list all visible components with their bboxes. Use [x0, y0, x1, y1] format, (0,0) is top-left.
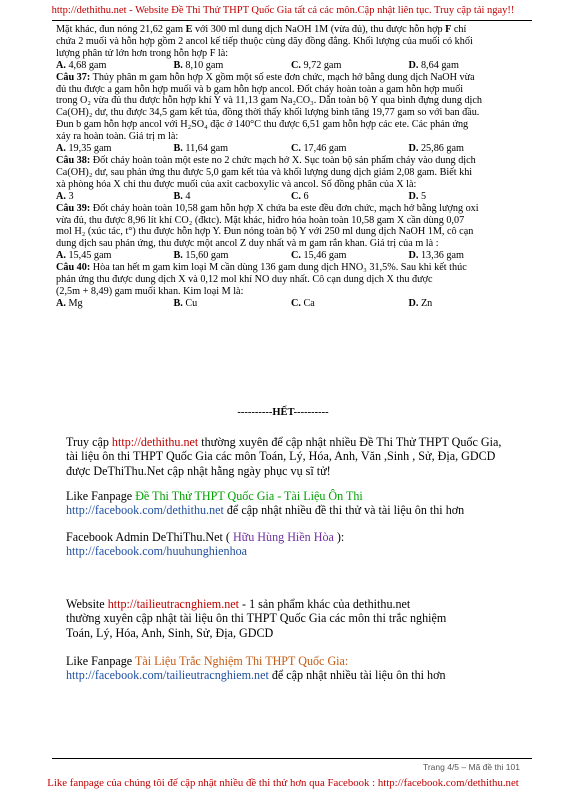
q37-line: Câu 37: Thủy phân m gam hỗn hợp X gồm một số este đơn chức, mạch hở bằng dung dịch NaOH vừa	[56, 71, 475, 83]
q39-options	[56, 250, 526, 262]
question-label: Câu 39:	[56, 202, 91, 214]
option-c[interactable]: C. Ca	[291, 297, 315, 309]
option-b[interactable]: B. Cu	[173, 297, 198, 309]
q36-line: lượng phân tử lớn hơn trong hỗn hợp F là:	[56, 47, 229, 59]
promo-fanpage: Like Fanpage Đề Thi Thử THPT Quốc Gia - Tài Liệu Ôn Thi http://facebook.com/dethithu.net để cập nhật nhiều đề thi thử và tài liệu ôn thi hơn	[66, 489, 465, 518]
q40-line: phản ứng thu được dung dịch X và 0,12 mol khí NO duy nhất. Cô cạn dung dịch X thu được	[56, 274, 433, 286]
var-f: F	[445, 24, 452, 35]
q38-options	[56, 191, 526, 203]
footer-rule	[52, 758, 532, 759]
option-a[interactable]: A. 4,68 gam	[56, 59, 107, 71]
page-header-link[interactable]: http://dethithu.net - Website Đề Thi Thử THPT Quốc Gia tất cả các môn.Cập nhật liên tục. Truy cập tải ngay!!	[51, 5, 515, 16]
q38-line: xà phòng hóa X chỉ thu được muối của axit cacboxylic và ancol. Số đồng phân của X là:	[56, 178, 417, 190]
page-number: Trang 4/5 – Mã đề thi 101	[422, 762, 520, 772]
q39-line: mol H₂ (xúc tác, t°) thu được hỗn hợp Y. Đun nóng toàn bộ Y với 250 ml dung dịch NaOH 1M, cô cạn	[56, 226, 474, 238]
q36-options	[56, 60, 526, 72]
text: với 300 ml dung dịch NaOH 1M (vừa đủ), thu được hỗn hợp	[192, 24, 446, 35]
option-a[interactable]: A. 19,35 gam	[56, 143, 112, 155]
option-b[interactable]: B. 15,60 gam	[173, 250, 229, 262]
option-d[interactable]: D. 25,86 gam	[408, 143, 464, 155]
option-a[interactable]: A. 3	[56, 190, 74, 202]
end-marker: ----------HẾT----------	[237, 407, 329, 418]
admin-name[interactable]: Hữu Hùng Hiền Hòa	[232, 530, 334, 544]
q39-line: Câu 39: Đốt cháy hoàn toàn 10,58 gam hỗn hợp X chứa ba este đều đơn chức, mạch hở bằng lượng oxi	[56, 202, 479, 214]
question-label: Câu 37:	[56, 71, 91, 83]
option-c[interactable]: C. 6	[291, 190, 309, 202]
admin-link[interactable]: http://facebook.com/huuhunghienhoa	[66, 544, 248, 559]
option-a[interactable]: A. Mg	[56, 297, 83, 309]
text: Mặt khác, đun nóng 21,62 gam	[56, 24, 186, 35]
q37-line: trong O₂ vừa đủ thu được hỗn hợp khí Y và 11,13 gam Na₂CO₃. Dẫn toàn bộ Y qua bình đựng dung dịch	[56, 95, 483, 107]
option-b[interactable]: B. 8,10 gam	[173, 59, 224, 71]
q39-line: dung dịch sau phản ứng, thu được một ancol Z duy nhất và m gam rắn khan. Giá trị của m là :	[56, 238, 439, 250]
q36-line	[56, 24, 528, 36]
dethithu-link[interactable]: http://dethithu.net	[111, 435, 199, 449]
option-d[interactable]: D. 8,64 gam	[408, 59, 459, 71]
tailieu-fanpage-name[interactable]: Tài Liệu Trắc Nghiệm Thi THPT Quốc Gia:	[134, 654, 349, 668]
exam-content	[56, 24, 528, 310]
q36-line: chứa 2 muối và hỗn hợp gồm 2 ancol kế tiếp thuộc cùng dãy đồng đẳng. Khối lượng của muối có khối	[56, 35, 473, 47]
q37-line: Ca(OH)₂ dư, thu được 34,5 gam kết tủa, đồng thời thấy khối lượng bình tăng 19,77 gam so với ban đầu.	[56, 107, 480, 119]
tailieu-link[interactable]: http://tailieutracnghiem.net	[107, 597, 240, 611]
option-d[interactable]: D. 5	[408, 190, 427, 202]
tailieu-fanpage-link[interactable]: http://facebook.com/tailieutracnghiem.net	[66, 668, 269, 683]
option-c[interactable]: C. 15,46 gam	[291, 250, 347, 262]
q38-line: Câu 38: Đốt cháy hoàn toàn một este no 2 chức mạch hở X. Sục toàn bộ sản phẩm cháy vào dung dịch	[56, 154, 476, 166]
q37-options	[56, 143, 526, 155]
q37-line: đủ thu được a gam hỗn hợp muối và b gam hỗn hợp ancol. Đốt cháy hoàn toàn a gam hỗn hợp muối	[56, 83, 464, 95]
question-label: Câu 40:	[56, 262, 91, 274]
var-e: E	[185, 24, 193, 35]
option-c[interactable]: C. 17,46 gam	[291, 143, 347, 155]
q40-line: (2,5m + 8,49) gam muối khan. Kim loại M là:	[56, 285, 244, 297]
option-d[interactable]: D. 13,36 gam	[408, 250, 464, 262]
q39-line: vừa đủ, thu được 8,96 lít khí CO₂ (đktc). Mặt khác, hiđro hóa hoàn toàn 10,58 gam X cần dùng 0,07	[56, 214, 465, 226]
promo-admin: Facebook Admin DeThiThu.Net ( Hữu Hùng Hiền Hòa ): http://facebook.com/huuhunghienhoa	[66, 530, 345, 559]
promo-visit: Truy cập http://dethithu.net thường xuyên để cập nhật nhiều Đề Thi Thử THPT Quốc Gia, tài liệu ôn thi THPT Quốc Gia các môn Toán, Lý, Hóa, Anh, Văn ,Sinh , Sử, Địa, GDCD được DeThiThu.Net cập nhật hằng ngày phục vụ sĩ tử!	[66, 435, 502, 478]
option-d[interactable]: D. Zn	[408, 297, 433, 309]
q40-line: Câu 40: Hòa tan hết m gam kim loại M cần dùng 136 gam dung dịch HNO₃ 31,5%. Sau khi kết thúc	[56, 262, 467, 274]
promo-website: Website http://tailieutracnghiem.net - 1 sản phẩm khác của dethithu.net thường xuyên cập nhật tài liệu ôn thi THPT Quốc Gia các môn thi trắc nghiệm Toán, Lý, Hóa, Anh, Sinh, Sử, Địa, GDCD	[66, 597, 447, 640]
option-b[interactable]: B. 4	[173, 190, 191, 202]
q40-options	[56, 298, 526, 310]
q37-line: Đun b gam hỗn hợp ancol với H₂SO₄ đặc ở 140°C thu được 6,51 gam hỗn hợp các ete. Các phản ứng	[56, 119, 469, 131]
option-a[interactable]: A. 15,45 gam	[56, 250, 112, 262]
fanpage-name[interactable]: Đề Thi Thử THPT Quốc Gia - Tài Liệu Ôn Thi	[135, 489, 363, 503]
option-b[interactable]: B. 11,64 gam	[173, 143, 229, 155]
q38-line: Ca(OH)₂ dư, sau phản ứng thu được 5,0 gam kết tủa và khối lượng dung dịch giảm 2,08 gam. Biết khi	[56, 166, 473, 178]
option-c[interactable]: C. 9,72 gam	[291, 59, 342, 71]
header-rule	[52, 20, 532, 21]
q37-line: xảy ra hoàn toàn. Giá trị m là:	[56, 131, 179, 143]
fanpage-link[interactable]: http://facebook.com/dethithu.net	[66, 503, 224, 518]
promo-fanpage-tailieu: Like Fanpage Tài Liệu Trắc Nghiệm Thi THPT Quốc Gia: http://facebook.com/tailieutracnghiem.net để cập nhật nhiều tài liệu ôn thi hơn	[66, 654, 446, 683]
footer-fanpage-link[interactable]: Like fanpage của chúng tôi để cập nhật nhiều đề thi thử hơn qua Facebook : http://facebook.com/dethithu.net	[47, 777, 519, 789]
question-label: Câu 38:	[56, 154, 91, 166]
text: chỉ	[451, 24, 467, 35]
